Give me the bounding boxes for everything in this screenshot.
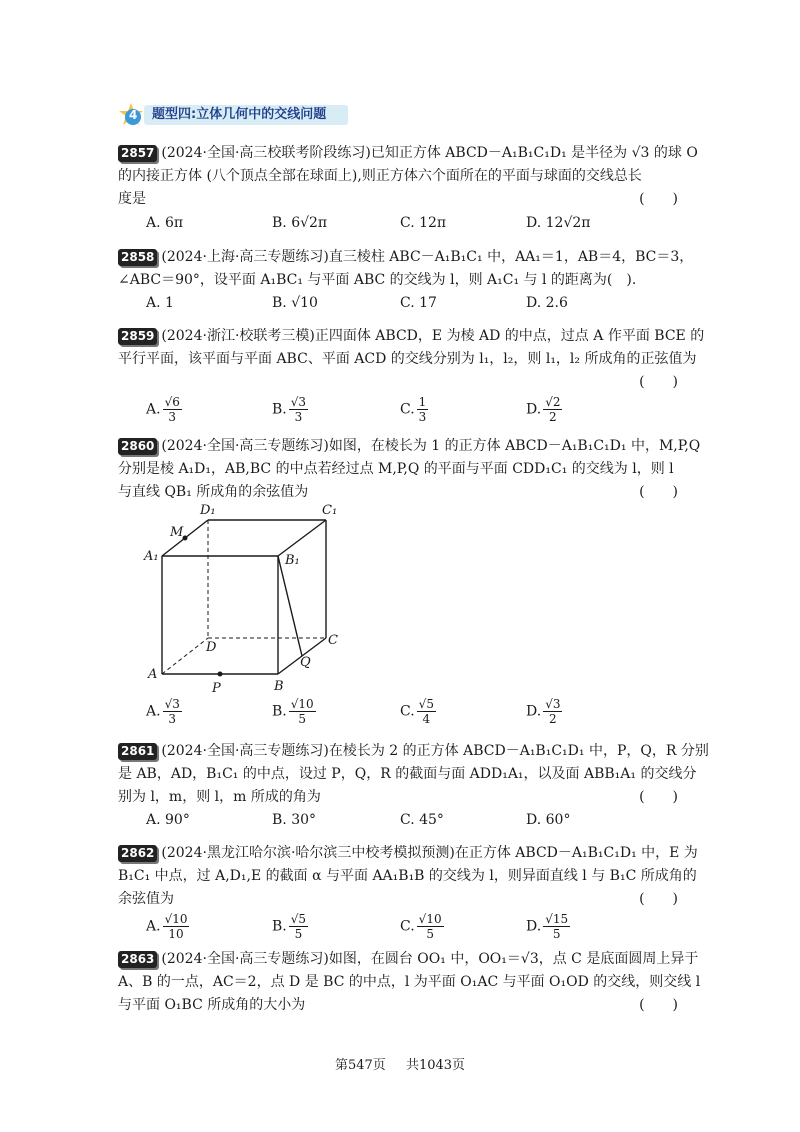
- answer-blank: ( ): [639, 789, 678, 805]
- question-2858: [118, 246, 694, 312]
- answer-blank: ( ): [639, 891, 678, 907]
- answer-blank: ( ): [639, 191, 678, 207]
- option-a: A. 1: [146, 295, 174, 311]
- page-total: 共1043页: [405, 1058, 466, 1073]
- question-text-line: (2024·全国·高三专题练习)在棱长为 2 的正方体 ABCD－A₁B₁C₁D₁ 中，P，Q，R 分别: [161, 743, 709, 759]
- question-text-line: 平行平面，该平面与平面 ABC、平面 ACD 的交线分别为 l₁，l₂，则 l₁，l₂ 所成角的正弦值为: [118, 351, 697, 367]
- option-c: C. $\frac{√10}{5}$: [400, 912, 442, 941]
- question-2859: [118, 325, 705, 424]
- page-footer: [0, 1054, 800, 1073]
- option-c: C. 12π: [400, 215, 447, 231]
- question-number: 2861: [118, 743, 157, 760]
- section-badge-number: 4: [129, 108, 138, 122]
- question-number: 2857: [118, 145, 157, 162]
- cube-figure: [140, 498, 360, 696]
- label-d: D: [206, 640, 217, 655]
- option-a: A. $\frac{√3}{3}$: [146, 697, 180, 726]
- question-text-line: B₁C₁ 中点，过 A,D₁,E 的截面 α 与平面 AA₁B₁B 的交线为 l，则异面直线 l 与 B₁C 所成角的: [118, 868, 697, 884]
- page-number: 第547页: [334, 1058, 386, 1073]
- section-title: 题型四:立体几何中的交线问题: [152, 107, 327, 122]
- option-d: D. $\frac{√3}{2}$: [526, 697, 561, 726]
- option-d: D. $\frac{√2}{2}$: [526, 395, 561, 424]
- label-c: C: [328, 633, 338, 648]
- question-2862: [118, 842, 698, 942]
- label-d1: D₁: [200, 503, 216, 518]
- question-text-line: ∠ABC＝90°，设平面 A₁BC₁ 与平面 ABC 的交线为 l，则 A₁C₁ 与 l 的距离为( ).: [118, 272, 637, 288]
- option-b: B. 6√2π: [272, 215, 328, 231]
- section-header: [118, 102, 348, 128]
- answer-blank: ( ): [639, 997, 678, 1013]
- question-number: 2858: [118, 249, 157, 266]
- option-a: A. $\frac{√10}{10}$: [146, 912, 188, 941]
- question-text-line: 分别是棱 A₁D₁，AB,BC 的中点若经过点 M,P,Q 的平面与平面 CDD₁C₁ 的交线为 l，则 l: [118, 461, 674, 477]
- label-m: M: [170, 525, 184, 540]
- option-b: B. 30°: [272, 812, 317, 828]
- option-a: A. 6π: [146, 215, 184, 231]
- question-text-line: 度是: [118, 191, 146, 207]
- label-q: Q: [300, 655, 311, 670]
- option-a: A. 90°: [146, 812, 190, 828]
- question-number: 2859: [118, 328, 157, 345]
- label-a: A: [148, 667, 158, 682]
- label-b1: B₁: [285, 553, 300, 568]
- question-2857: [118, 142, 698, 232]
- label-c1: C₁: [322, 503, 338, 518]
- option-b: B. √10: [272, 295, 318, 311]
- option-d: D. 12√2π: [526, 215, 591, 231]
- question-text-line: (2024·全国·高三专题练习)如图，在圆台 OO₁ 中，OO₁＝√3，点 C 是底面圆周上异于: [161, 951, 699, 967]
- question-text-line: 别为 l，m，则 l，m 所成的角为: [118, 789, 321, 805]
- option-c: C. $\frac{1}{3}$: [400, 395, 427, 424]
- option-d: D. 60°: [526, 812, 571, 828]
- question-text-line: (2024·全国·高三校联考阶段练习)已知正方体 ABCD－A₁B₁C₁D₁ 是半径为 √3 的球 O: [161, 145, 698, 161]
- question-text-line: 是 AB，AD，B₁C₁ 的中点，设过 P，Q，R 的截面与面 ADD₁A₁，以及面 ABB₁A₁ 的交线分: [118, 766, 697, 782]
- question-text-line: (2024·浙江·校联考三模)正四面体 ABCD，E 为棱 AD 的中点，过点 A 作平面 BCE 的: [161, 328, 705, 344]
- option-b: B. $\frac{√10}{5}$: [272, 697, 314, 726]
- question-text-line: (2024·全国·高三专题练习)如图，在棱长为 1 的正方体 ABCD－A₁B₁C₁D₁ 中，M,P,Q: [161, 438, 701, 454]
- option-d: D. $\frac{√15}{5}$: [526, 912, 569, 941]
- question-number: 2860: [118, 438, 157, 455]
- question-text-line: 的内接正方体 (八个顶点全部在球面上),则正方体六个面所在的平面与球面的交线总长: [118, 168, 642, 184]
- question-text-line: 与直线 QB₁ 所成角的余弦值为: [118, 484, 309, 500]
- question-number: 2862: [118, 845, 157, 862]
- option-a: A. $\frac{√6}{3}$: [146, 395, 180, 424]
- option-b: B. $\frac{√3}{3}$: [272, 395, 307, 424]
- question-2863: [118, 948, 701, 1018]
- question-text-line: A、B 的一点，AC＝2，点 D 是 BC 的中点，l 为平面 O₁AC 与平面 O₁OD 的交线，则交线 l: [118, 974, 701, 990]
- label-a1: A₁: [144, 549, 159, 564]
- question-text-line: (2024·黑龙江哈尔滨·哈尔滨三中校考模拟预测)在正方体 ABCD－A₁B₁C₁D₁ 中，E 为: [161, 845, 698, 861]
- option-c: C. 17: [400, 295, 437, 311]
- question-text-line: 与平面 O₁BC 所成角的大小为: [118, 997, 306, 1013]
- answer-blank: ( ): [639, 374, 678, 390]
- question-text-line: 余弦值为: [118, 891, 174, 907]
- label-p: P: [212, 681, 221, 696]
- label-b: B: [274, 679, 284, 694]
- question-text-line: (2024·上海·高三专题练习)直三棱柱 ABC－A₁B₁C₁ 中，AA₁＝1，AB＝4，BC＝3，: [161, 249, 694, 265]
- question-2861: [118, 740, 709, 832]
- question-number: 2863: [118, 951, 157, 968]
- option-c: C. $\frac{√5}{4}$: [400, 697, 434, 726]
- option-b: B. $\frac{√5}{5}$: [272, 912, 307, 941]
- option-c: C. 45°: [400, 812, 444, 828]
- option-d: D. 2.6: [526, 295, 568, 311]
- answer-blank: ( ): [639, 484, 678, 500]
